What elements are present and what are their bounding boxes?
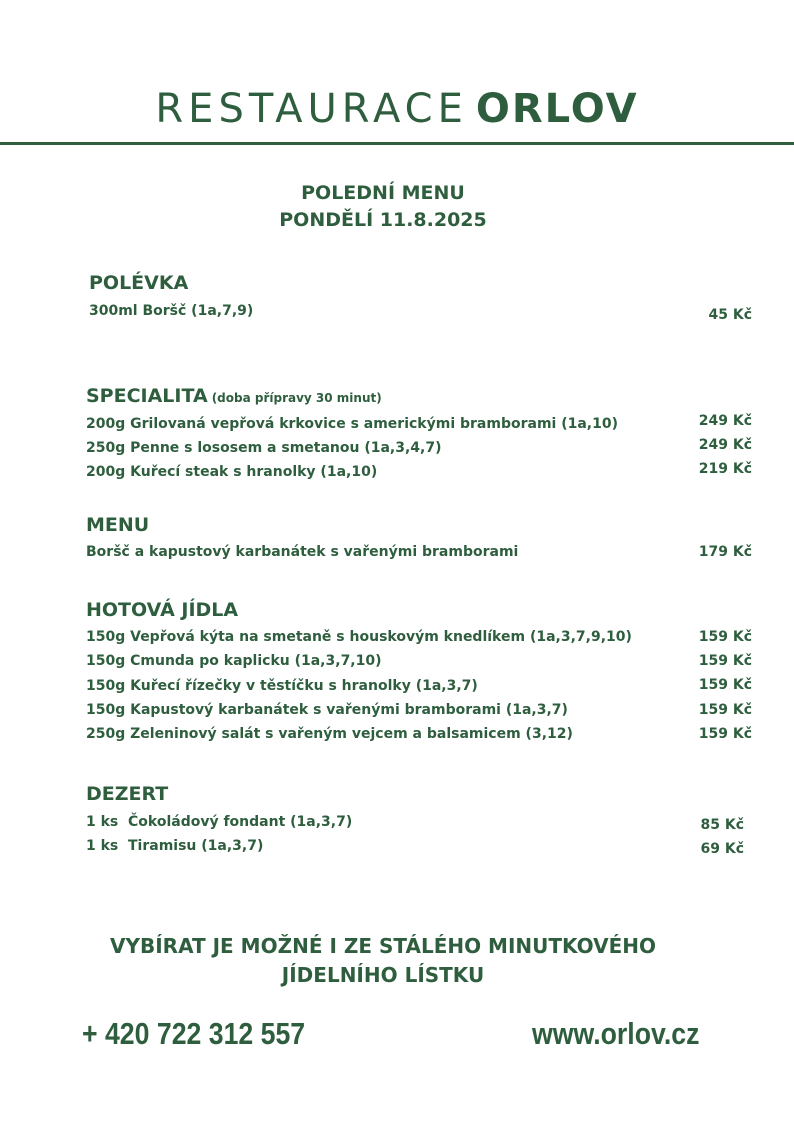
restaurant-logo bbox=[0, 84, 794, 134]
menu-item-price: 249 Kč bbox=[698, 413, 752, 429]
website-link[interactable]: www.orlov.cz bbox=[532, 1016, 700, 1051]
menu-item-label: Čokoládový fondant (1a,3,7) bbox=[128, 814, 353, 830]
header-divider bbox=[0, 142, 794, 145]
section-heading-dessert: DEZERT bbox=[86, 783, 169, 805]
menu-item-label: Tiramisu (1a,3,7) bbox=[128, 838, 264, 854]
menu-item-name: 200g Grilovaná vepřová krkovice s americkými bramborami (1a,10) bbox=[86, 416, 618, 432]
menu-item-name: 150g Kapustový karbanátek s vařenými bramborami (1a,3,7) bbox=[86, 702, 568, 718]
brand-name-bold: ORLOV bbox=[475, 86, 639, 132]
menu-item-name: 200g Kuřecí steak s hranolky (1a,10) bbox=[86, 464, 378, 480]
menu-item-price: 159 Kč bbox=[698, 677, 752, 693]
menu-item-price: 159 Kč bbox=[698, 726, 752, 742]
section-heading-specials-title: SPECIALITA bbox=[86, 385, 208, 407]
menu-item-price: 45 Kč bbox=[708, 307, 752, 323]
preparation-time-note: (doba přípravy 30 minut) bbox=[211, 391, 382, 405]
section-heading-specials bbox=[86, 384, 382, 410]
menu-item-name: 150g Vepřová kýta na smetaně s houskovým knedlíkem (1a,3,7,9,10) bbox=[86, 629, 632, 645]
menu-item-price: 159 Kč bbox=[698, 629, 752, 645]
menu-date: PONDĚLÍ 11.8.2025 bbox=[279, 209, 487, 231]
menu-item-name: 250g Zeleninový salát s vařeným vejcem a balsamicem (3,12) bbox=[86, 726, 573, 742]
menu-item-name: 150g Kuřecí řízečky v těstíčku s hranolky (1a,3,7) bbox=[86, 678, 478, 694]
menu-item-quantity: 1 ks bbox=[86, 814, 119, 830]
menu-item-price: 69 Kč bbox=[700, 841, 744, 857]
menu-item-price: 159 Kč bbox=[698, 653, 752, 669]
footer-note-line2: JÍDELNÍHO LÍSTKU bbox=[281, 963, 485, 987]
menu-title: POLEDNÍ MENU bbox=[301, 182, 465, 204]
section-heading-soup: POLÉVKA bbox=[89, 272, 189, 294]
footer-note-line1: VYBÍRAT JE MOŽNÉ I ZE STÁLÉHO MINUTKOVÉHO bbox=[110, 934, 656, 958]
menu-item-price: 219 Kč bbox=[698, 461, 752, 477]
menu-item-name bbox=[86, 836, 263, 856]
section-heading-ready-meals: HOTOVÁ JÍDLA bbox=[86, 599, 239, 621]
menu-item-price: 85 Kč bbox=[700, 817, 744, 833]
brand-name-light: RESTAURACE bbox=[155, 86, 468, 132]
menu-item-price: 179 Kč bbox=[698, 544, 752, 560]
menu-item-name: 250g Penne s lososem a smetanou (1a,3,4,7) bbox=[86, 440, 442, 456]
menu-item-name: 300ml Boršč (1a,7,9) bbox=[89, 303, 254, 319]
menu-item-price: 249 Kč bbox=[698, 437, 752, 453]
phone-number[interactable]: + 420 722 312 557 bbox=[82, 1016, 306, 1051]
menu-item-name: Boršč a kapustový karbanátek s vařenými bramborami bbox=[86, 544, 519, 560]
menu-item-name bbox=[86, 812, 352, 832]
menu-item-name: 150g Cmunda po kaplicku (1a,3,7,10) bbox=[86, 653, 382, 669]
menu-item-quantity: 1 ks bbox=[86, 838, 119, 854]
section-heading-menu: MENU bbox=[86, 514, 150, 536]
menu-item-price: 159 Kč bbox=[698, 702, 752, 718]
